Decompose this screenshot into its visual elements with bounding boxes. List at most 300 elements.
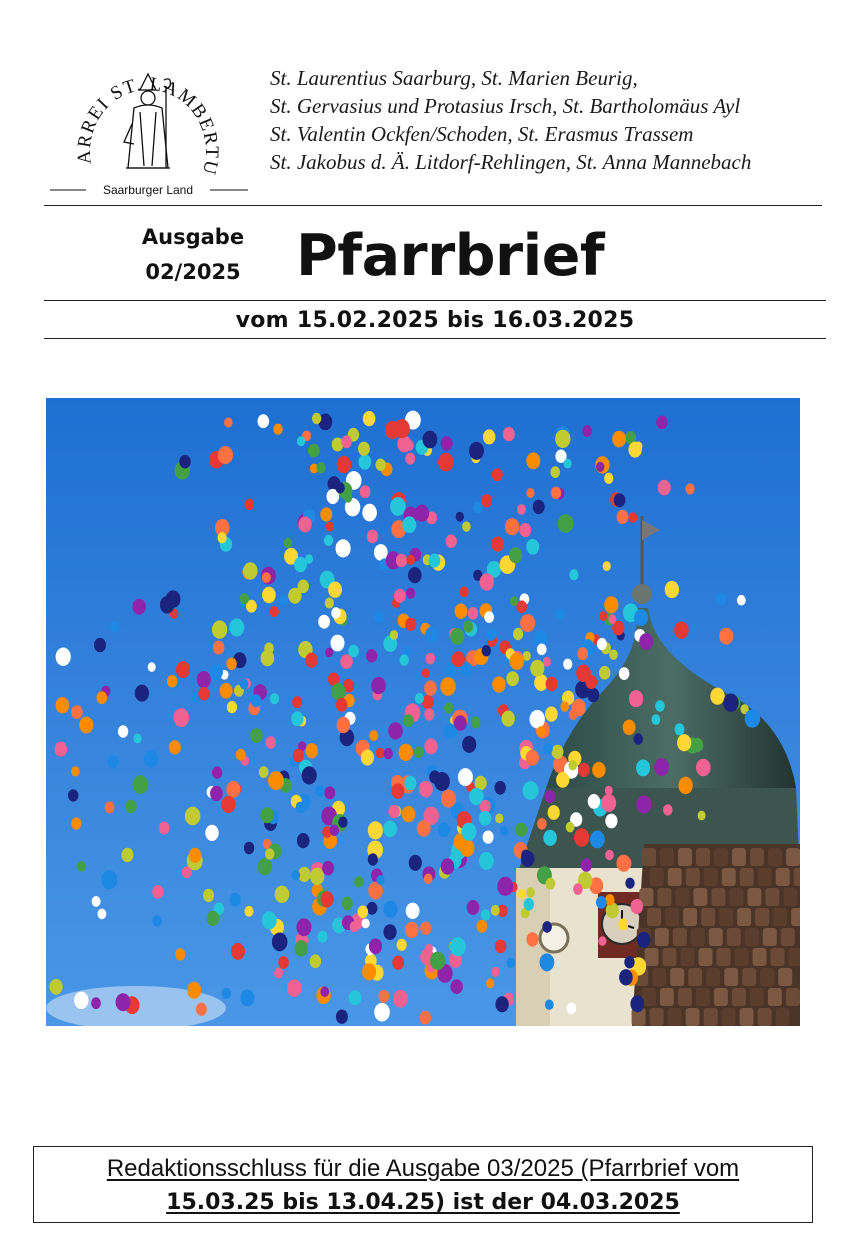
tiled-roof (632, 844, 800, 1026)
balloon (480, 573, 494, 590)
balloon (167, 675, 177, 688)
balloon (294, 940, 308, 956)
balloon (500, 826, 508, 836)
parish-line: St. Laurentius Saarburg, St. Marien Beurig, (270, 66, 638, 90)
balloon (555, 608, 565, 619)
logo-arc-text: ARREI ST. LAMBERTU (73, 73, 223, 178)
roof-tile (670, 968, 684, 986)
deadline-notice (33, 1146, 813, 1223)
balloon (578, 763, 590, 777)
roof-tile (765, 888, 779, 906)
balloon (91, 997, 101, 1009)
roof-tile (740, 868, 754, 886)
balloon (495, 940, 507, 954)
balloon (363, 411, 376, 426)
balloon (546, 878, 556, 890)
roof-tile (665, 908, 679, 926)
roof-tile (732, 848, 746, 866)
balloon (482, 645, 491, 656)
balloon (414, 746, 424, 758)
roof-tile (773, 908, 787, 926)
balloon (390, 630, 398, 640)
roof-tile (647, 908, 661, 926)
balloon (55, 742, 68, 757)
balloon (296, 802, 306, 814)
roof-tile (678, 848, 692, 866)
balloon (617, 510, 629, 524)
balloon (133, 775, 149, 794)
balloon (324, 786, 335, 799)
balloon (258, 858, 272, 875)
balloon (506, 671, 519, 686)
balloon (619, 969, 633, 985)
roof-tile (652, 968, 666, 986)
balloon (361, 750, 374, 766)
balloon (322, 861, 334, 875)
balloon (473, 502, 482, 513)
balloon (250, 728, 262, 743)
balloon (405, 453, 415, 465)
balloon (273, 424, 282, 435)
balloon (292, 696, 302, 708)
balloon (148, 662, 156, 672)
balloon (50, 979, 63, 995)
balloon (441, 858, 455, 874)
balloon (545, 707, 558, 722)
header-divider (44, 205, 822, 206)
balloon (623, 720, 636, 735)
balloon (358, 906, 369, 919)
balloon (224, 418, 232, 428)
balloon (425, 944, 433, 954)
balloon (405, 922, 419, 938)
roof-tile (727, 928, 741, 946)
balloon (404, 776, 416, 790)
balloon (291, 870, 300, 881)
balloon (196, 1003, 207, 1016)
balloon (540, 953, 555, 971)
roof-tile (758, 1008, 772, 1026)
balloon (698, 811, 706, 821)
balloon (98, 909, 107, 920)
balloon (265, 848, 274, 859)
balloon (639, 633, 653, 650)
roof-tile (699, 948, 713, 966)
balloon (506, 958, 515, 968)
balloon (71, 705, 83, 719)
balloon (390, 497, 406, 516)
balloon (526, 750, 539, 766)
balloon (218, 532, 227, 543)
roof-tile (663, 948, 677, 966)
balloon (481, 494, 492, 507)
balloon (491, 905, 500, 916)
issue-info (120, 220, 266, 290)
roof-tile (668, 1008, 682, 1026)
balloon (503, 427, 515, 441)
balloon (502, 711, 515, 727)
balloon (336, 1010, 348, 1024)
balloon (325, 598, 334, 609)
balloon (548, 805, 560, 820)
balloon (441, 436, 453, 451)
balloon (628, 512, 637, 523)
balloon (599, 611, 607, 621)
balloon (526, 488, 534, 498)
balloon (240, 989, 254, 1006)
balloon (461, 823, 476, 841)
balloon (402, 806, 416, 822)
balloon (658, 480, 671, 496)
balloon (310, 954, 321, 968)
roof-tile (786, 988, 800, 1006)
roof-tile (655, 928, 669, 946)
balloon (287, 979, 302, 997)
balloon (320, 507, 332, 521)
balloon (521, 851, 535, 867)
balloon (371, 677, 386, 694)
logo-subtitle: Saarburger Land (102, 183, 194, 197)
roof-tile (768, 988, 782, 1006)
balloon (515, 823, 527, 837)
balloon (218, 446, 233, 464)
balloon (588, 794, 600, 809)
balloon (400, 654, 409, 665)
balloon (633, 733, 643, 744)
balloon (458, 768, 473, 786)
balloon (577, 647, 588, 660)
balloon (486, 978, 494, 988)
balloon (262, 572, 271, 583)
roof-tile (675, 888, 689, 906)
balloon (424, 708, 434, 720)
balloon (665, 581, 679, 598)
balloon (318, 615, 330, 629)
balloon (617, 855, 631, 872)
balloon (630, 995, 644, 1012)
roof-tile (742, 968, 756, 986)
balloon (222, 988, 231, 999)
balloon (598, 936, 606, 946)
roof-tile (678, 988, 692, 1006)
roof-tile (758, 868, 772, 886)
balloon (94, 638, 106, 652)
balloon (497, 877, 513, 896)
balloon (696, 759, 711, 777)
balloon (424, 874, 433, 884)
balloon (596, 896, 607, 909)
balloon (652, 714, 661, 725)
balloon (368, 853, 378, 865)
roof-tile (714, 988, 728, 1006)
balloon (245, 499, 255, 510)
balloon (423, 431, 438, 449)
balloon (125, 800, 136, 814)
title-divider-bottom (44, 338, 826, 339)
balloon (212, 766, 222, 778)
balloon (530, 660, 544, 677)
balloon (394, 419, 410, 438)
balloon (244, 842, 254, 855)
balloon (362, 919, 370, 929)
roof-tile (735, 948, 749, 966)
balloon (121, 848, 133, 862)
balloon (483, 429, 495, 444)
balloon (278, 956, 289, 969)
roof-tile (750, 848, 764, 866)
balloon (492, 676, 505, 692)
balloon (450, 628, 464, 645)
balloon (518, 889, 526, 899)
balloon (325, 648, 333, 658)
balloon (349, 990, 362, 1005)
balloon (481, 909, 490, 920)
roof-tile (760, 968, 774, 986)
parish-list (270, 64, 840, 176)
balloon (424, 738, 437, 754)
balloon (231, 943, 245, 960)
balloon (402, 516, 416, 533)
balloon (358, 442, 370, 456)
balloon (207, 911, 220, 926)
balloon (581, 858, 592, 872)
roof-tile (714, 848, 728, 866)
balloons-church-image (46, 398, 800, 1026)
balloon (631, 899, 644, 914)
roof-tile (681, 948, 695, 966)
balloon (460, 586, 469, 597)
roof-tile (763, 928, 777, 946)
cover-photo (46, 398, 800, 1026)
roof-tile (783, 888, 797, 906)
balloon (176, 661, 190, 678)
balloon (576, 665, 591, 683)
balloon (537, 726, 546, 737)
balloon (354, 876, 364, 887)
balloon (270, 606, 279, 617)
balloon (519, 523, 531, 537)
balloon (324, 535, 333, 546)
balloon (368, 821, 383, 839)
balloon (556, 772, 569, 788)
balloon (291, 711, 303, 726)
title-divider-top (44, 300, 826, 301)
balloon (546, 677, 558, 692)
balloon (563, 659, 572, 670)
roof-tile (791, 908, 800, 926)
roof-tile (704, 1008, 718, 1026)
balloon (454, 715, 467, 730)
balloon (133, 599, 146, 615)
balloon (608, 614, 616, 624)
balloon (56, 648, 71, 666)
balloon (491, 967, 499, 977)
balloon (374, 611, 384, 623)
balloon (479, 811, 491, 826)
balloon (425, 627, 438, 643)
balloon (596, 462, 604, 472)
balloon (230, 893, 241, 907)
balloon (637, 932, 650, 948)
parish-line: St. Valentin Ockfen/Schoden, St. Erasmus Trassem (270, 122, 694, 146)
balloon (159, 822, 170, 835)
balloon (383, 924, 396, 940)
balloon (397, 939, 407, 951)
balloon (240, 679, 249, 690)
roof-tile (753, 948, 767, 966)
balloon (462, 521, 471, 531)
balloon (604, 473, 613, 484)
balloon (56, 697, 70, 713)
balloon (205, 825, 218, 841)
balloon (383, 821, 397, 838)
balloon (320, 986, 329, 997)
balloon (321, 891, 334, 907)
balloon (284, 538, 293, 548)
balloon (406, 555, 415, 565)
balloon (135, 685, 149, 702)
balloon (280, 595, 288, 605)
balloon (446, 534, 457, 548)
balloon (240, 593, 249, 604)
balloon (179, 455, 190, 469)
balloon (360, 485, 371, 498)
balloon (399, 744, 414, 761)
balloon (636, 796, 651, 814)
roof-tile (642, 848, 656, 866)
balloon (294, 557, 307, 573)
roof-tile (711, 888, 725, 906)
roof-tile (722, 868, 736, 886)
balloon (455, 604, 468, 619)
balloon (582, 425, 592, 437)
balloon (340, 654, 352, 669)
roof-tile (706, 968, 720, 986)
parish-line: St. Jakobus d. Ä. Litdorf-Rehlingen, St. Anna Mannebach (270, 150, 752, 174)
balloon (537, 818, 547, 830)
balloon (543, 657, 551, 667)
roof-tile (650, 1008, 664, 1026)
balloon (367, 902, 378, 915)
balloon (441, 790, 456, 808)
roof-tile (645, 948, 659, 966)
balloon (634, 609, 648, 626)
balloon (516, 600, 527, 613)
balloon (463, 621, 473, 633)
balloon (486, 629, 496, 641)
balloon (430, 952, 445, 970)
balloon (366, 649, 377, 662)
balloon (189, 848, 202, 863)
balloon (469, 442, 484, 460)
roof-tile (686, 1008, 700, 1026)
balloon (545, 790, 556, 803)
balloon (197, 671, 211, 688)
svg-text:PFARREI ST. LAMBERTUS (44, 40, 222, 178)
balloon (628, 442, 641, 458)
balloon (108, 755, 119, 768)
balloon (226, 781, 240, 798)
balloon (315, 785, 325, 796)
balloon (479, 852, 494, 870)
balloon (77, 861, 86, 872)
roof-tile (755, 908, 769, 926)
balloon (609, 650, 618, 660)
balloon (262, 911, 277, 929)
balloon (71, 766, 79, 776)
roof-tile (729, 888, 743, 906)
balloon (419, 781, 433, 798)
balloon (337, 717, 351, 733)
balloon (569, 569, 578, 580)
balloon (213, 641, 225, 655)
balloon (440, 677, 455, 696)
balloon (264, 643, 274, 654)
balloon (513, 628, 523, 640)
roof-tile (778, 968, 792, 986)
balloon (297, 436, 305, 446)
balloon (719, 628, 733, 645)
saint-lambertus-emblem (44, 40, 254, 200)
balloon (336, 698, 348, 712)
balloon (505, 518, 519, 535)
balloon (350, 921, 359, 932)
balloon (408, 567, 422, 583)
balloon (118, 725, 128, 737)
balloon (258, 414, 270, 428)
balloon (542, 921, 552, 933)
balloon (374, 1003, 390, 1022)
balloon (524, 898, 534, 911)
balloon (469, 788, 483, 805)
balloon (561, 701, 570, 711)
balloon (210, 786, 223, 801)
balloon (266, 736, 276, 748)
balloon (495, 996, 508, 1012)
balloon (270, 693, 279, 704)
balloon (375, 459, 385, 471)
balloon (367, 530, 378, 544)
balloon (405, 618, 416, 631)
balloon (656, 416, 667, 430)
roof-tile (657, 888, 671, 906)
balloon (566, 822, 575, 833)
balloon (429, 554, 441, 568)
balloon (336, 539, 351, 557)
balloon (710, 688, 724, 705)
balloon (636, 760, 650, 777)
parish-logo (44, 40, 254, 200)
roof-tile (717, 948, 731, 966)
balloon (348, 645, 359, 658)
balloon (406, 588, 415, 599)
issue-label: Ausgabe (141, 225, 245, 249)
balloon (152, 915, 162, 926)
balloon (545, 1000, 554, 1010)
balloon (597, 638, 607, 650)
balloon (293, 749, 304, 763)
roof-tile (750, 988, 764, 1006)
roof-tile (794, 868, 800, 886)
balloon (603, 561, 611, 571)
roof-tile (696, 848, 710, 866)
balloon (259, 766, 269, 778)
balloon (359, 454, 372, 469)
balloon (298, 517, 311, 533)
balloon (601, 794, 616, 812)
roof-tile (693, 888, 707, 906)
balloon (331, 635, 345, 652)
